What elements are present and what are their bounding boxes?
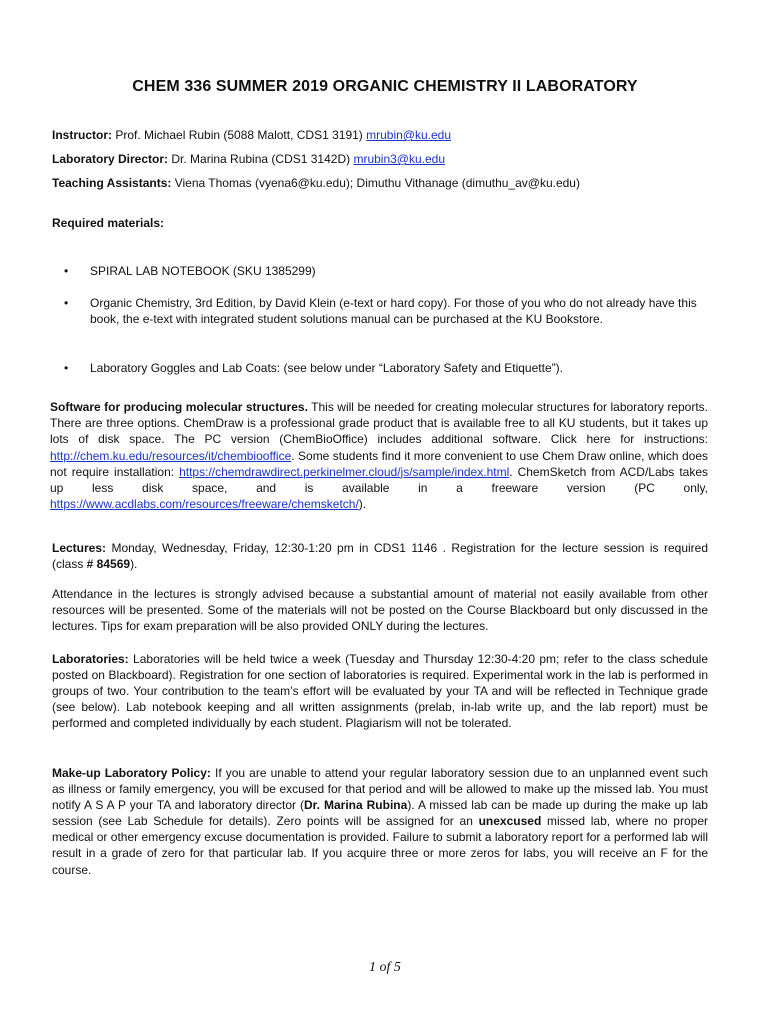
chemdraw-direct-link[interactable]: https://chemdrawdirect.perkinelmer.cloud/js/sample/index.html — [179, 464, 510, 479]
software-paragraph — [50, 399, 708, 512]
list-item — [60, 296, 710, 344]
lab-director-text: Dr. Marina Rubina (CDS1 3142D) — [168, 152, 354, 166]
laboratories-label: Laboratories: — [52, 652, 129, 666]
teaching-assistants-label: Teaching Assistants: — [52, 176, 172, 190]
unexcused-emphasis: unexcused — [478, 814, 542, 829]
instructor-line — [52, 127, 451, 143]
makeup-label: Make-up Laboratory Policy: — [52, 766, 211, 780]
page-number: 1 of 5 — [369, 960, 401, 975]
list-item-text: Laboratory Goggles and Lab Coats: (see below under “Laboratory Safety and Etiquette”). — [90, 361, 563, 375]
lab-director-email-link[interactable]: mrubin3@ku.edu — [353, 152, 446, 166]
chemsketch-link[interactable]: https://www.acdlabs.com/resources/freeware/chemsketch/ — [50, 497, 359, 512]
bullet-icon: • — [64, 296, 69, 310]
laboratories-paragraph — [52, 651, 708, 731]
software-text: . ChemSketch from ACD/Labs takes up less disk space, and is available in a freeware version (PC only, — [50, 464, 708, 496]
software-text: . Some students find it more convenient to use Chem Draw online, which does not require installation: — [50, 448, 708, 479]
required-materials-heading: Required materials: — [52, 216, 165, 230]
instructor-email-link[interactable]: mrubin@ku.edu — [366, 128, 452, 142]
lectures-paragraph — [52, 540, 708, 572]
makeup-text: If you are unable to attend your regular laboratory session due to an unplanned event such as illness or family emergency, you will be excused for that period and will be allowed to make up the missed lab. You must notify A S A P your TA and laboratory director ( — [52, 766, 708, 813]
instructor-text: Prof. Michael Rubin (5088 Malott, CDS1 3191) — [112, 128, 367, 142]
chembiooffice-link[interactable]: http://chem.ku.edu/resources/it/chembiooffice — [50, 448, 292, 463]
teaching-assistants-line — [52, 175, 580, 191]
bullet-icon: • — [64, 361, 69, 375]
lectures-label: Lectures: — [52, 541, 107, 555]
software-label: Software for producing molecular structures. — [50, 400, 308, 414]
teaching-assistants-text: Viena Thomas (vyena6@ku.edu); Dimuthu Vithanage (dimuthu_av@ku.edu) — [171, 176, 580, 190]
lab-director-line — [52, 151, 445, 167]
makeup-paragraph — [52, 765, 708, 878]
software-text: This will be needed for creating molecular structures for laboratory reports. There are three options. ChemDraw is a professional grade product that is available free to all KU students, but it takes up lots of disk space. The PC version (ChemBioOffice) includes additional software. Click here for instructions: — [50, 400, 709, 447]
instructor-label: Instructor: — [52, 128, 112, 142]
bullet-icon: • — [64, 264, 69, 278]
lectures-text: Monday, Wednesday, Friday, 12:30-1:20 pm in CDS1 1146 . Registration for the lecture session is required (class — [52, 541, 708, 572]
makeup-text: ). A missed lab can be made up during the make up lab session (see Lab Schedule for details). Zero points will be assigned for an — [52, 798, 708, 829]
page-title: CHEM 336 SUMMER 2019 ORGANIC CHEMISTRY II LABORATORY — [132, 78, 638, 95]
list-item — [60, 361, 710, 377]
lecture-class-number: # 84569 — [86, 557, 131, 572]
lab-director-label: Laboratory Director: — [52, 152, 169, 166]
attendance-paragraph: Attendance in the lectures is strongly advised because a substantial amount of material not easily available from other resources will be presented. Some of the materials will not be posted on the Course Blackboard but only discussed in the lectures. Tips for exam preparation will be also provided ONLY during the lectures. — [52, 587, 708, 634]
software-text: ). — [358, 497, 367, 512]
lab-director-name: Dr. Marina Rubina — [303, 798, 408, 813]
list-item-text: Organic Chemistry, 3rd Edition, by David Klein (e-text or hard copy). For those of you who do not already have this book, the e-text with integrated student solutions manual can be purchased at the KU Bookstore. — [90, 296, 697, 326]
laboratories-text: Laboratories will be held twice a week (Tuesday and Thursday 12:30-4:20 pm; refer to the class schedule posted on Blackboard). Registration for one section of laboratories is required. Experimental work in the lab is performed in groups of two. Your contribution to the team’s effort will be evaluated by your TA and will be reflected in Technique grade (see below). Lab notebook keeping and all written assignments (prelab, in-lab write up, and the lab report) must be performed and completed individually by each student. Plagiarism will not be tolerated. — [52, 652, 708, 731]
list-item — [60, 264, 710, 280]
makeup-text: missed lab, where no proper medical or other emergency excuse documentation is provided. Failure to submit a laboratory report for a performed lab will result in a grade of zero for that particular lab. If you acquire three or more zeros for labs, you will receive an F for the course. — [52, 814, 708, 877]
lectures-text: ). — [130, 557, 138, 572]
list-item-text: SPIRAL LAB NOTEBOOK (SKU 1385299) — [90, 264, 316, 278]
